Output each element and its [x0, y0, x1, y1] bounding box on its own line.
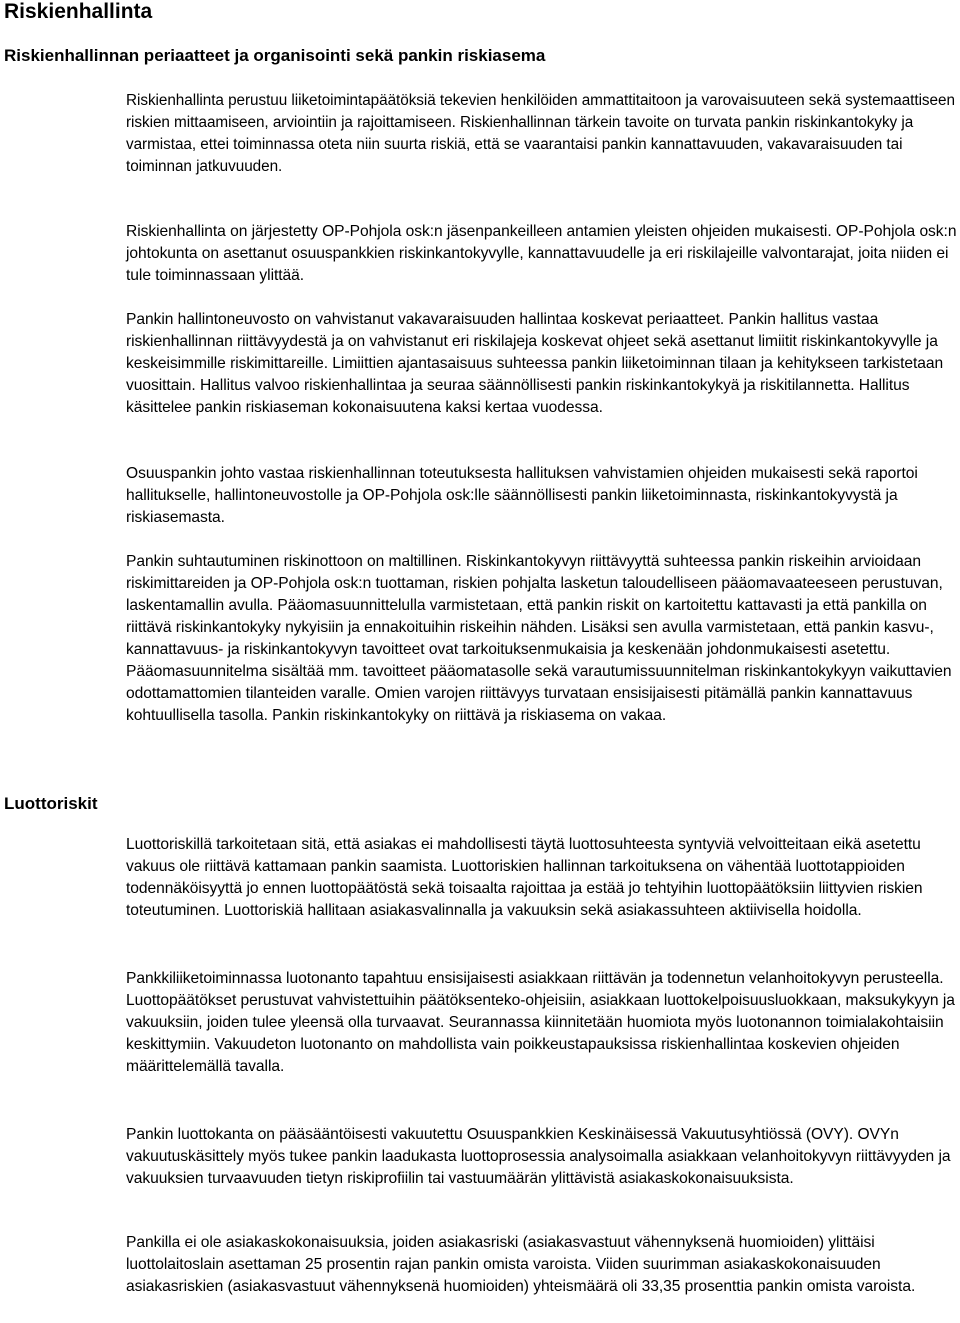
paragraph-4: Osuuspankin johto vastaa riskienhallinnan toteutuksesta hallituksen vahvistamien ohjeiden mukaisesti sekä raportoi hallitukselle, hallintoneuvostolle ja OP-Pohjola osk:lle säännöllisesti pankin liiketoiminnasta, riskinkantokyvystä ja riskiasemasta. [126, 465, 918, 526]
paragraph-9: Pankilla ei ole asiakaskokonaisuuksia, joiden asiakasriski (asiakasvastuut vähennyksenä huomioiden) ylittäisi luottolaitoslain asettaman 25 prosentin rajan pankin omista varoista. Viiden suurimman asiakaskokonaisuuden asiakasriskien (asiakasvastuut vähennyksenä huomioiden) yhteismäärä oli 33,35 prosenttia pankin omista varoista. [126, 1234, 916, 1295]
section-title: Riskienhallinnan periaatteet ja organisointi sekä pankin riskiasema [4, 46, 546, 65]
paragraph-2: Riskienhallinta on järjestetty OP-Pohjola osk:n jäsenpankeilleen antamien yleisten ohjeiden mukaisesti. OP-Pohjola osk:n johtokunta on asettanut osuuspankkien riskinkantokyvylle, kannattavuudelle ja eri riskilajeille valvontarajat, joita niiden ei tule toiminnassaan ylittää. [126, 223, 957, 284]
paragraph-6: Luottoriskillä tarkoitetaan sitä, että asiakas ei mahdollisesti täytä luottosuhteesta syntyviä velvoitteitaan eikä asetettu vakuus ole riittävä kattamaan pankin saamista. Luottoriskien hallinnan tarkoituksena on vähentää luottotappioiden todennäköisyyttä jo ennen luottopäätöstä sekä toisaalta rajoittaa ja estää jo tehtyihin luottopäätöksiin liittyvien riskien toteutuminen. Luottoriskiä hallitaan asiakasvalinnalla ja vakuuksin sekä asiakassuhteen aktiivisella hoidolla. [126, 836, 923, 919]
paragraph-7: Pankkiliiketoiminnassa luotonanto tapahtuu ensisijaisesti asiakkaan riittävän ja todennetun velanhoitokyvyn perusteella. Luottopäätökset perustuvat vahvistettuihin päätöksenteko-ohjeisiin, asiakkaan luottokelpoisuusluokkaan, maksukykyyn ja vakuuksiin, joiden tulee yleensä olla turvaavat. Seurannassa kiinnitetään huomiota myös luotonannon toimialakohtaisiin keskittymiin. Vakuudeton luotonanto on mahdollista vain poikkeustapauksissa riskienhallintaa koskevien ohjeiden määrittelemällä tavalla. [126, 970, 955, 1075]
side-heading-luottoriskit: Luottoriskit [4, 794, 98, 813]
paragraph-8: Pankin luottokanta on pääsääntöisesti vakuutettu Osuuspankkien Keskinäisessä Vakuutusyhtiössä (OVY). OVYn vakuutuskäsittely myös tukee pankin laadukasta luottoprosessia analysoimalla asiakkaan velanhoitokyvyn riittävyyden ja vakuuksien turvaavuuden tietyn riskiprofiilin tai vastuumäärän ylittävistä asiakaskokonaisuuksista. [126, 1126, 951, 1187]
paragraph-1: Riskienhallinta perustuu liiketoimintapäätöksiä tekevien henkilöiden ammattitaitoon ja varovaisuuteen sekä systemaattiseen riskien mittaamiseen, arviointiin ja rajoittamiseen. Riskienhallinnan tärkein tavoite on turvata pankin riskinkantokyky ja varmistaa, ettei toiminnassa oteta niin suurta riskiä, että se vaarantaisi pankin kannattavuuden, vakavaraisuuden tai toiminnan jatkuvuuden. [126, 92, 955, 175]
paragraph-3: Pankin hallintoneuvosto on vahvistanut vakavaraisuuden hallintaa koskevat periaatteet. Pankin hallitus vastaa riskienhallinnan riittävyydestä ja on vahvistanut eri riskilajeja koskevat ohjeet sekä asettanut limiitit riskinkantokyvylle ja keskeisimmille riskimittareille. Limiittien ajantasaisuus suhteessa pankin liiketoiminnan tilaan ja kehitykseen tarkistetaan vuosittain. Hallitus valvoo riskienhallintaa ja seuraa säännöllisesti pankin riskinkantokykyä ja riskitilannetta. Hallitus käsittelee pankin riskiaseman kokonaisuutena kaksi kertaa vuodessa. [126, 311, 944, 416]
paragraph-5: Pankin suhtautuminen riskinottoon on maltillinen. Riskinkantokyvyn riittävyyttä suhteessa pankin riskeihin arvioidaan riskimittareiden ja OP-Pohjola osk:n tuottaman, riskien pohjalta lasketun taloudelliseen pääomavaateeseen perustuvan, laskentamallin avulla. Pääomasuunnittelulla varmistetaan, että pankin riskit on kartoitettu kattavasti ja että pankilla on riittävä riskinkantokyky nykyisiin ja ennakoituihin riskeihin nähden. Lisäksi sen avulla varmistetaan, että pankin kasvu-, kannattavuus- ja riskinkantokyvyn tavoitteet ovat tarkoituksenmukaisia ja keskenään johdonmukaisesti asetettu. Pääomasuunnitelma sisältää mm. tavoitteet pääomatasolle sekä varautumissuunnitelman riskinkantokykyyn vaikuttavien odottamattomien tilanteiden varalle. Omien varojen riittävyys turvataan ensisijaisesti pitämällä pankin kannattavuus kohtuullisella tasolla. Pankin riskinkantokyky on riittävä ja riskiasema on vakaa. [126, 553, 952, 724]
page-title: Riskienhallinta [4, 0, 153, 23]
